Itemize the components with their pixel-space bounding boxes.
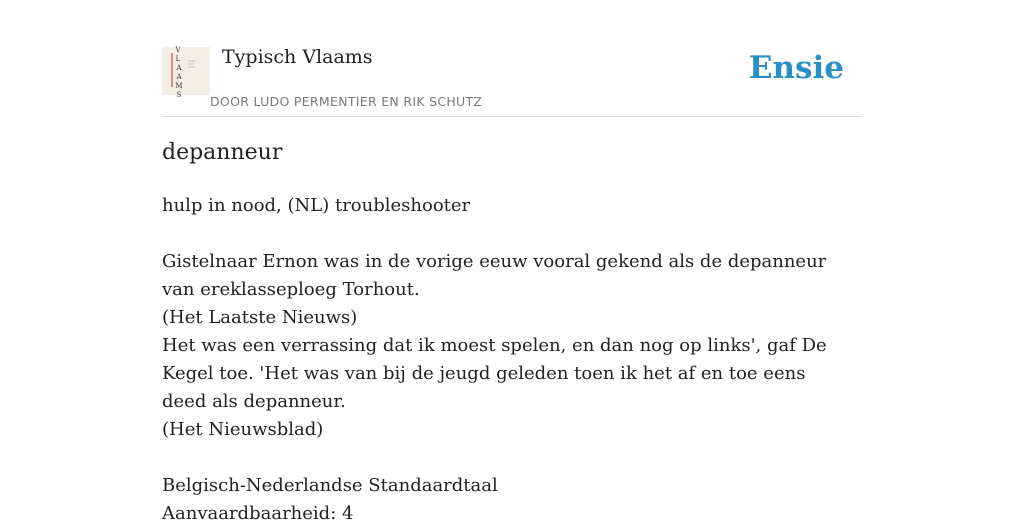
example-quote: Het was een verrassing dat ik moest spelen, en dan nog op links', gaf De Kegel toe. 'Het was van bij de jeugd geleden toen ik het af en toe eens deed als depanneur. — [162, 335, 827, 412]
acceptance-rating: Aanvaardbaarheid: 4 — [162, 503, 354, 524]
byline: DOOR LUDO PERMENTIER EN RIK SCHUTZ — [210, 94, 483, 109]
book-cover-image — [162, 46, 210, 99]
cover-letter: A — [176, 64, 182, 72]
book-cover-avatar[interactable] — [162, 46, 210, 99]
entry-body — [162, 192, 852, 528]
entry-term: depanneur — [162, 140, 283, 165]
standard-language-label: Belgisch-Nederlandse Standaardtaal — [162, 475, 498, 496]
example-quote: Gistelnaar Ernon was in de vorige eeuw vooral gekend als de depanneur van ereklasseploeg Torhout. — [162, 251, 827, 300]
book-title[interactable]: Typisch Vlaams — [222, 46, 373, 68]
spacer — [162, 220, 852, 248]
cover-letter: L — [175, 55, 181, 63]
header — [162, 44, 862, 117]
cover-letter: A — [176, 73, 182, 81]
cover-letter: M — [175, 82, 183, 90]
example-source: (Het Nieuwsblad) — [162, 419, 324, 440]
cover-letter: S — [176, 91, 182, 99]
cover-letter: V — [175, 46, 181, 54]
definition: hulp in nood, (NL) troubleshooter — [162, 195, 471, 216]
spacer — [162, 444, 852, 472]
ensie-logo-link[interactable]: Ensie — [748, 50, 844, 86]
example-source: (Het Laatste Nieuws) — [162, 307, 358, 328]
